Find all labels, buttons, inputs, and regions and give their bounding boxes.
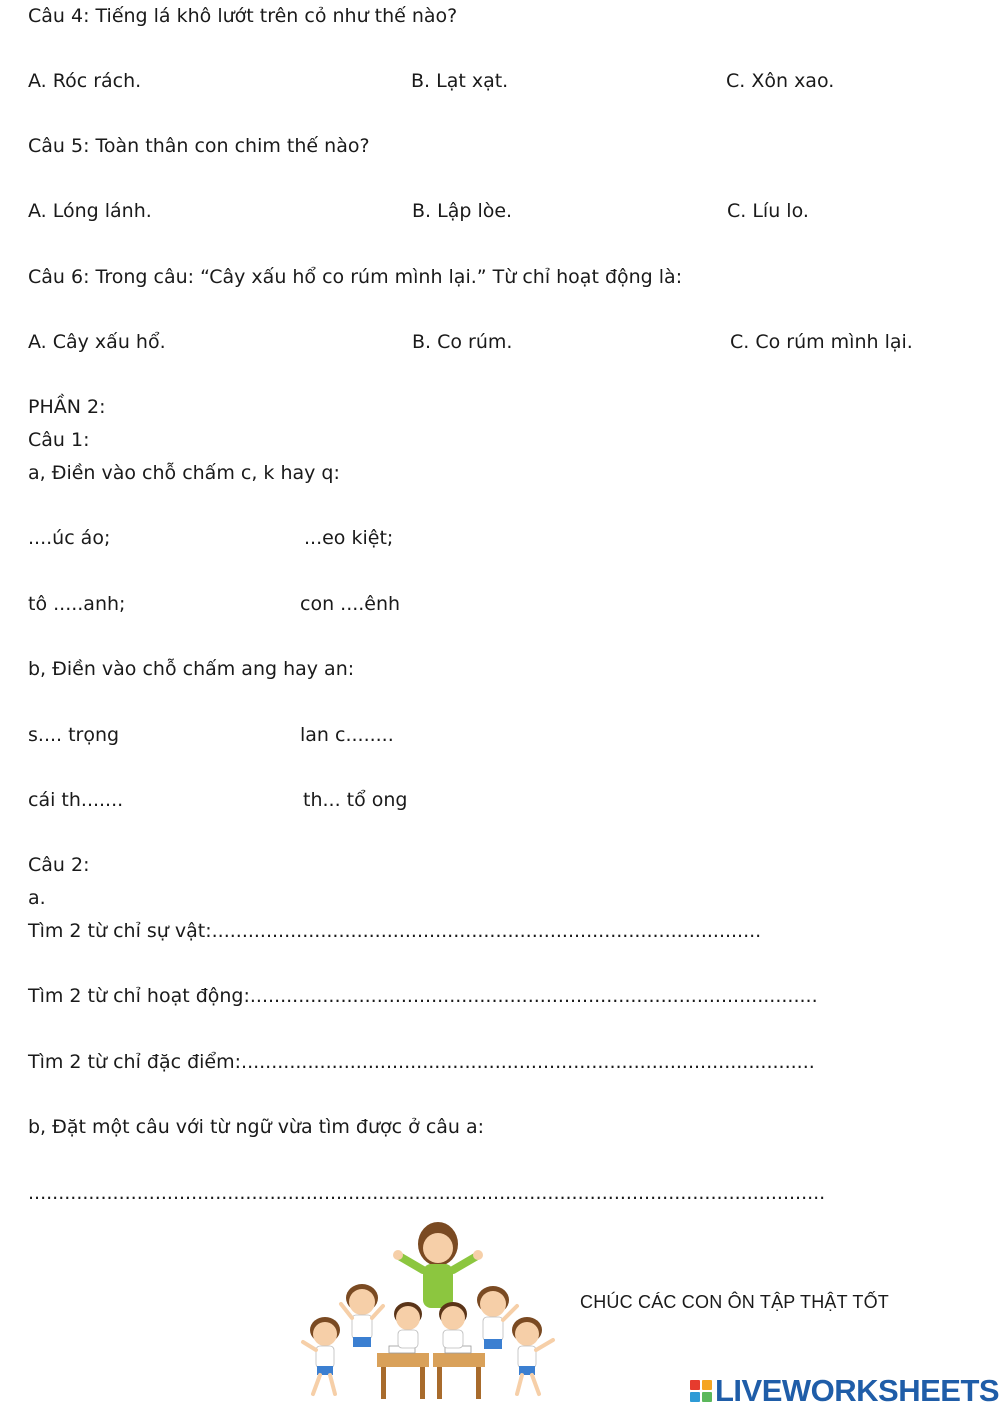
child-icon xyxy=(477,1286,517,1349)
p2-question-2-title: Câu 2: xyxy=(28,854,90,876)
child-icon xyxy=(439,1302,467,1348)
fill-blank-item: s.... trọng xyxy=(28,724,120,746)
q4-option-a: A. Róc rách. xyxy=(28,70,142,92)
q6-option-a: A. Cây xấu hổ. xyxy=(28,331,166,353)
p2-question-1-title: Câu 1: xyxy=(28,429,90,451)
p2-q2a-label: a. xyxy=(28,887,46,909)
q5-option-a: A. Lóng lánh. xyxy=(28,200,152,222)
fill-blank-item: th... tổ ong xyxy=(303,789,408,811)
q4-option-c: C. Xôn xao. xyxy=(726,70,835,92)
child-icon xyxy=(512,1317,553,1394)
p2-q1b-instruction: b, Điền vào chỗ chấm ang hay an: xyxy=(28,658,355,680)
q6-option-c: C. Co rúm mình lại. xyxy=(730,331,913,353)
fill-blank-item: ...eo kiệt; xyxy=(304,527,394,549)
logo-text: LIVEWORKSHEETS xyxy=(715,1373,999,1408)
find-traits-line: Tìm 2 từ chỉ đặc điểm:............................................................................................... xyxy=(28,1051,815,1073)
teacher-icon xyxy=(393,1222,483,1308)
question-5: Câu 5: Toàn thân con chim thế nào? xyxy=(28,135,370,157)
child-icon xyxy=(341,1284,383,1347)
q6-option-b: B. Co rúm. xyxy=(412,331,513,353)
desk-icon xyxy=(377,1346,485,1399)
fill-blank-item: lan c........ xyxy=(300,724,394,746)
child-icon xyxy=(303,1317,340,1394)
find-actions-line: Tìm 2 từ chỉ hoạt động:.............................................................................................. xyxy=(28,985,818,1007)
fill-blank-item: ....úc áo; xyxy=(28,527,111,549)
p2-q2b-instruction: b, Đặt một câu với từ ngữ vừa tìm được ở câu a: xyxy=(28,1116,485,1138)
q5-option-b: B. Lập lòe. xyxy=(412,200,513,222)
question-4: Câu 4: Tiếng lá khô lướt trên cỏ như thế nào? xyxy=(28,5,458,27)
teacher-children-illustration xyxy=(295,1218,565,1408)
q4-option-b: B. Lạt xạt. xyxy=(411,70,509,92)
liveworksheets-logo[interactable] xyxy=(690,1373,999,1409)
encouragement-message: CHÚC CÁC CON ÔN TẬP THẬT TỐT xyxy=(580,1292,889,1312)
question-6: Câu 6: Trong câu: “Cây xấu hổ co rúm mình lại.” Từ chỉ hoạt động là: xyxy=(28,266,683,288)
q5-option-c: C. Líu lo. xyxy=(727,200,809,222)
fill-blank-item: con ....ênh xyxy=(300,593,401,615)
find-things-line: Tìm 2 từ chỉ sự vật:........................................................................................... xyxy=(28,920,762,942)
answer-line: .................................................................................................................................... xyxy=(28,1182,826,1204)
fill-blank-item: tô .....anh; xyxy=(28,593,126,615)
p2-q1a-instruction: a, Điền vào chỗ chấm c, k hay q: xyxy=(28,462,340,484)
liveworksheets-logo-icon xyxy=(690,1380,712,1402)
part-2-heading: PHẦN 2: xyxy=(28,396,106,418)
child-icon xyxy=(394,1302,422,1348)
fill-blank-item: cái th....... xyxy=(28,789,124,811)
